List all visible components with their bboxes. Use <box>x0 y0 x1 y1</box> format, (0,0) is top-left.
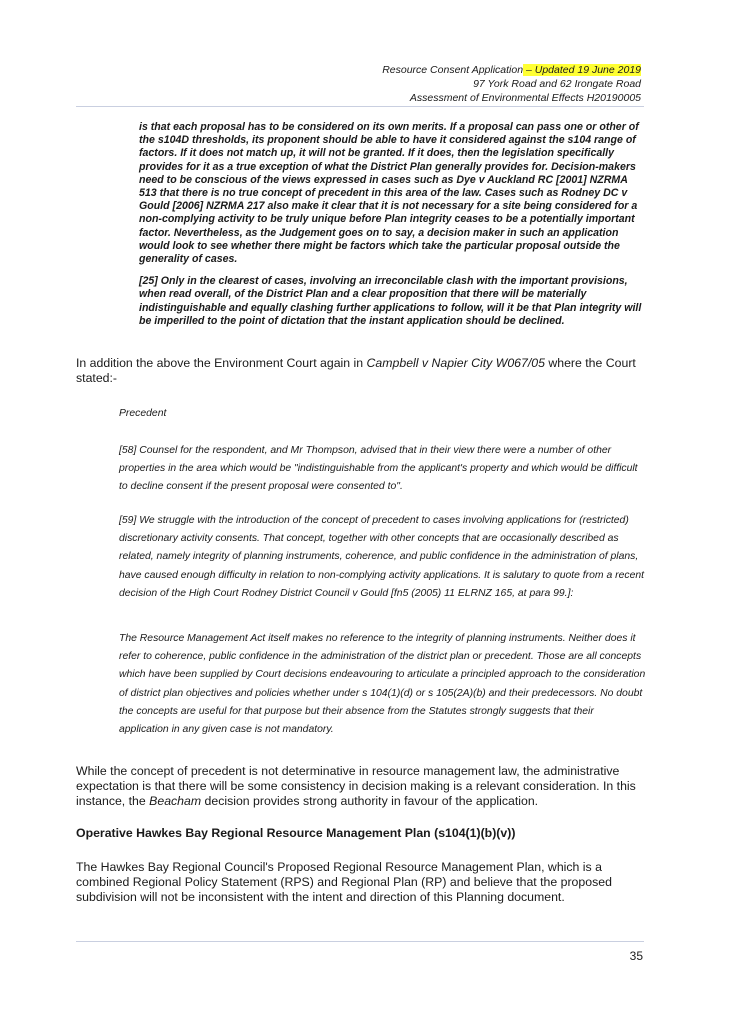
conclusion-text-before: While the concept of precedent is not determinative in resource management law, the administrative expectation is that there will be some consistency in decision making is a relevant consideration. In this instance, the <box>76 764 636 808</box>
header-title: Resource Consent Application <box>382 64 524 76</box>
page-header <box>382 63 641 105</box>
footer-divider <box>76 941 644 942</box>
quote-a-paragraph-25: [25] Only in the clearest of cases, involving an irreconcilable clash with the important provisions, when read overall, of the District Plan and a clear proposition that there will be materially indistinguishable and equally clashing further applications to follow, will it be that Plan integrity will be imperilled to the point of dictation that the instant application should be declined. <box>139 275 642 327</box>
quote-b-rma-paragraph: The Resource Management Act itself makes no reference to the integrity of planning instruments. Neither does it refer to coherence, public confidence in the administration of the district plan or precedent. Those are all concepts which have been supplied by Court decisions endeavouring to articulate a principled approach to the consideration of district plan objectives and policies whether under s 104(1)(d) or s 105(2A)(b) and their predecessors. No doubt the concepts are useful for that purpose but their absence from the Statutes strongly suggests that their application in any given case is not mandatory. <box>119 633 646 736</box>
intro-case-name: Campbell v Napier City W067/05 <box>366 356 545 370</box>
quote-b-paragraph-59: [59] We struggle with the introduction of the concept of precedent to cases involving applications for (restricted) discretionary activity consents. That concept, together with other concepts that are occasionally described as related, namely integrity of planning instruments, coherence, and public confidence in the administration of plans, have caused enough difficulty in relation to non-complying activity applications. It is salutary to quote from a recent decision of the High Court Rodney District Council v Gould [fn5 (2005) 11 ELRNZ 165, at para 99.]: <box>119 515 645 599</box>
quote-b-subheading: Precedent <box>119 408 167 419</box>
conclusion-case-name: Beacham <box>149 794 202 808</box>
header-address: 97 York Road and 62 Irongate Road <box>473 78 641 90</box>
conclusion-paragraph <box>76 764 648 809</box>
header-line-1 <box>382 63 641 77</box>
quote-a-paragraph-1: is that each proposal has to be considered on its own merits. If a proposal can pass one or other of the s104D thresholds, its proponent should be able to have it considered against the s104 range of factors. If it does not match up, it will not be granted. If it does, then the legislation specifically provides for it as a true exception of what the District Plan generally provides for. Decision-makers need to be conscious of the views expressed in cases such as Dye v Auckland RC [2001] NZRMA 513 that there is no true concept of precedent in this area of the law. Cases such as Rodney DC v Gould [2006] NZRMA 217 also make it clear that it is not necessary for a site being considered for a non-complying activity to be truly unique before Plan integrity ceases to be a potentially important factor. Nevertheless, as the Judgement goes on to say, a decision maker in such an application would look to see whether there might be factors which take the particular proposal outside the generality of cases. <box>139 121 639 266</box>
section-paragraph: The Hawkes Bay Regional Council's Proposed Regional Resource Management Plan, which is a combined Regional Policy Statement (RPS) and Regional Plan (RP) and believe that the proposed subdivision will not be inconsistent with the intent and direction of this Planning document. <box>76 860 612 904</box>
section-heading: Operative Hawkes Bay Regional Resource Management Plan (s104(1)(b)(v)) <box>76 826 516 840</box>
intro-text-before: In addition the above the Environment Court again in <box>76 356 367 370</box>
intro-text-after: where the Court stated:- <box>76 356 636 385</box>
header-reference: Assessment of Environmental Effects H20190005 <box>409 92 641 104</box>
quote-block-a <box>139 121 645 328</box>
page-number: 35 <box>629 949 643 963</box>
quote-b-paragraph-58: [58] Counsel for the respondent, and Mr Thompson, advised that in their view there were a number of other properties in the area which would be "indistinguishable from the applicant's property and which would be difficult to decline consent if the present proposal were consented to". <box>119 445 638 493</box>
intro-paragraph <box>76 356 648 386</box>
header-divider <box>76 106 644 107</box>
conclusion-text-after: decision provides strong authority in favour of the application. <box>201 794 539 808</box>
header-update-highlight: – Updated 19 June 2019 <box>523 64 641 76</box>
